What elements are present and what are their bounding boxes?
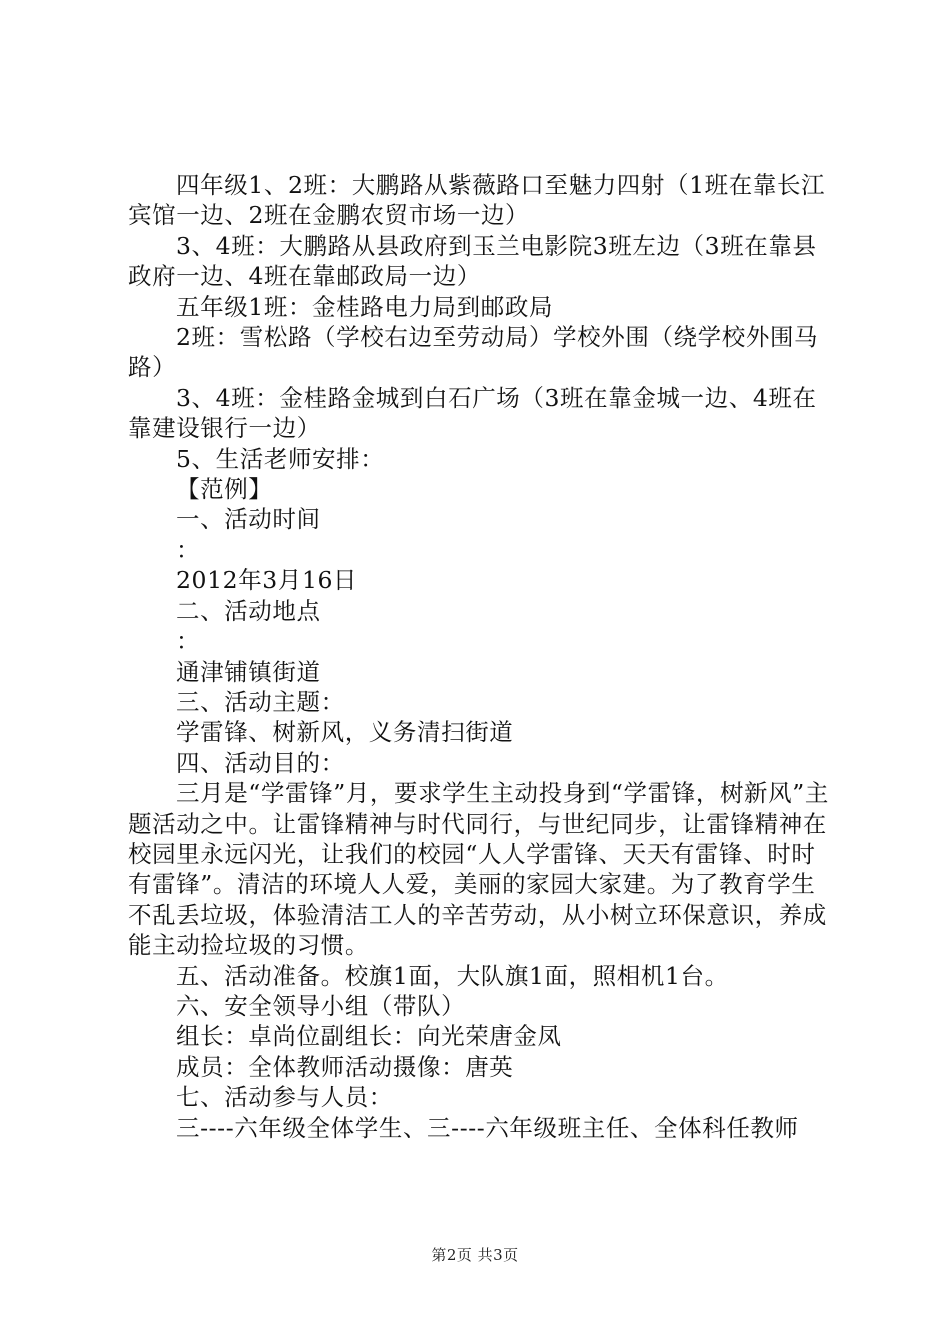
paragraph-grade4-class12: 四年级1、2班：大鹏路从紫薇路口至魅力四射（1班在靠长江宾馆一边、2班在金鹏农贸市场一边）: [128, 171, 826, 230]
activity-date: 2012年3月16日: [176, 566, 358, 595]
safety-group-members: 成员：全体教师活动摄像：唐英: [176, 1052, 514, 1081]
activity-theme: 学雷锋、树新风，义务清扫街道: [176, 718, 514, 747]
safety-group-leaders: 组长：卓尚位副组长：向光荣唐金凤: [176, 1022, 562, 1051]
paragraph-grade5-class2: 2班：雪松路（学校右边至劳动局）学校外围（绕学校外围马路）: [128, 323, 819, 382]
paragraph-example-heading: 【范例】: [176, 475, 273, 504]
paragraph-grade4-class34: 3、4班：大鹏路从县政府到玉兰电影院3班左边（3班在靠县政府一边、4班在靠邮政局一边）: [128, 231, 817, 291]
paragraph-participants: 三----六年级全体学生、三----六年级班主任、全体科任教师: [176, 1113, 799, 1142]
paragraph-grade5-class34: 3、4班：金桂路金城到白石广场（3班在靠金城一边、4班在靠建设银行一边）: [128, 383, 817, 443]
paragraph-life-teacher: 5、生活老师安排：: [176, 444, 385, 473]
paragraph-activity-preparation: 五、活动准备。校旗1面，大队旗1面，照相机1台。: [176, 961, 729, 990]
section-activity-time: 一、活动时间: [176, 505, 321, 534]
activity-place: 通津铺镇街道: [176, 657, 321, 686]
document-body: [128, 170, 838, 1143]
section-colon: ：: [176, 627, 201, 656]
section-colon: ：: [176, 535, 201, 564]
paragraph-grade5-class1: 五年级1班：金桂路电力局到邮政局: [176, 292, 554, 321]
paragraph-activity-purpose: 三月是“学雷锋”月，要求学生主动投身到“学雷锋，树新风”主题活动之中。让雷锋精神与时代同行，与世纪同步，让雷锋精神在校园里永远闪光，让我们的校园“人人学雷锋、天天有雷锋、时时有雷锋”。清洁的环境人人爱，美丽的家园大家建。为了教育学生不乱丢垃圾，体验清洁工人的辛苦劳动，从小树立环保意识，养成能主动捡垃圾的习惯。: [128, 779, 829, 960]
section-activity-purpose: 四、活动目的：: [176, 748, 345, 777]
section-activity-place: 二、活动地点: [176, 596, 321, 625]
section-participants: 七、活动参与人员：: [176, 1083, 393, 1112]
page-number-footer: 第2页 共3页: [431, 1246, 519, 1264]
section-activity-theme: 三、活动主题：: [176, 687, 345, 716]
section-safety-group: 六、安全领导小组（带队）: [176, 991, 466, 1020]
